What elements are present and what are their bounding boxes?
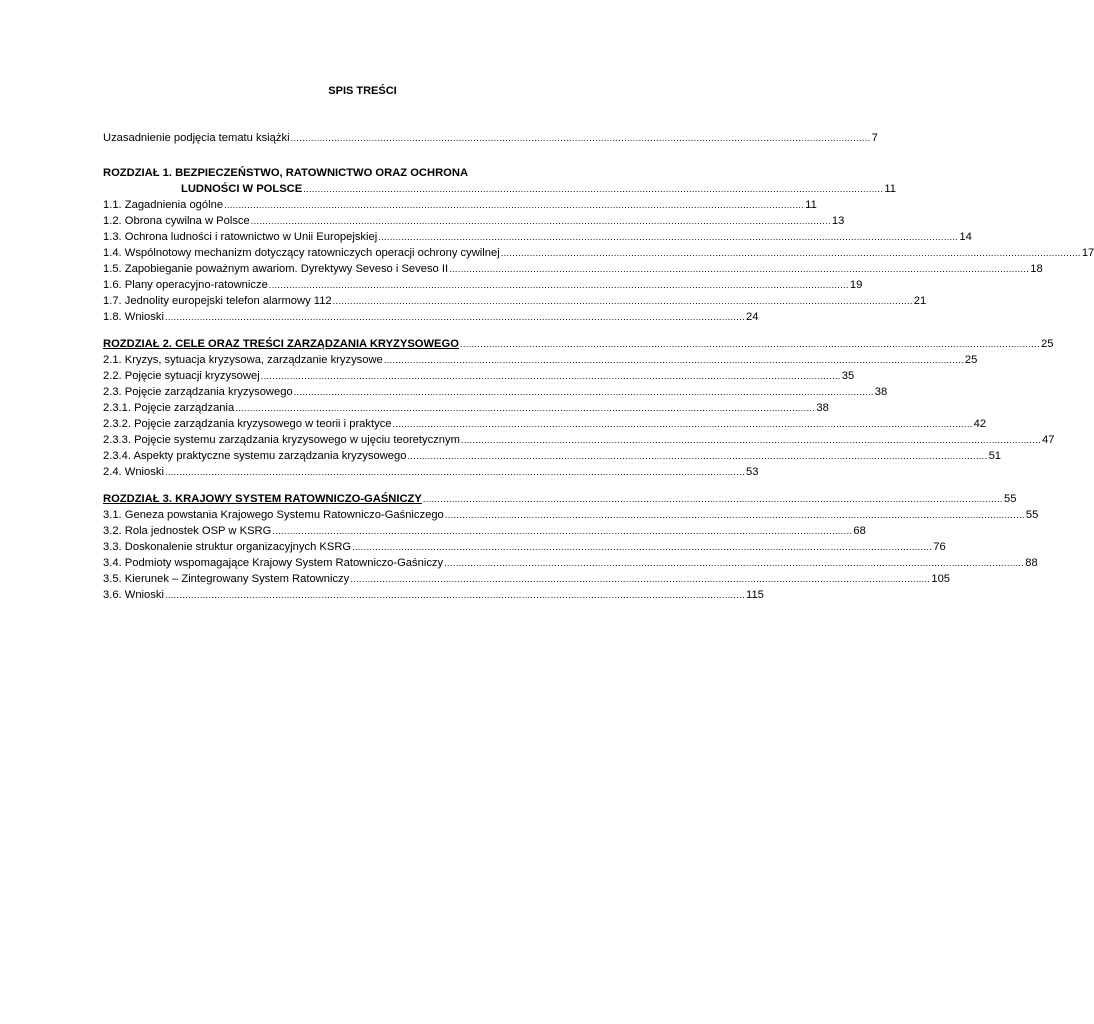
- dot-leader: ........................................................................................................................................................................................................: [260, 371, 841, 381]
- toc-page-number: 47: [1042, 434, 1055, 446]
- chapter-2-heading[interactable]: [103, 336, 1054, 352]
- toc-page-number: 38: [816, 402, 829, 414]
- toc-entry[interactable]: [103, 400, 829, 416]
- toc-page-number: 18: [1030, 263, 1043, 275]
- toc-page-number: 24: [746, 311, 759, 323]
- toc-page-number: 35: [841, 370, 855, 382]
- dot-leader: ........................................................................................................................................................................................................: [164, 590, 746, 600]
- chapter-1-heading-line1[interactable]: ROZDZIAŁ 1. BEZPIECZEŃSTWO, RATOWNICTWO ORAZ OCHRONA: [103, 167, 469, 179]
- toc-page-number: 68: [853, 525, 866, 537]
- dot-leader: ........................................................................................................................................................................................................: [250, 216, 831, 226]
- toc-entry-text: 2.3.2. Pojęcie zarządzania kryzysowego w teorii i praktyce: [103, 418, 392, 430]
- dot-leader: ........................................................................................................................................................................................................: [332, 296, 913, 306]
- dot-leader: ........................................................................................................................................................................................................: [383, 355, 964, 365]
- toc-entry[interactable]: [103, 293, 927, 309]
- toc-entry[interactable]: [103, 523, 866, 539]
- toc-entry-text: 2.4. Wnioski: [103, 466, 164, 478]
- toc-entry[interactable]: [103, 507, 1039, 523]
- toc-page-number: 11: [884, 183, 896, 195]
- toc-entry[interactable]: [103, 416, 987, 432]
- toc-entry[interactable]: [103, 448, 1002, 464]
- toc-entry[interactable]: [103, 245, 1094, 261]
- toc-page-number: 105: [931, 573, 951, 585]
- toc-entry[interactable]: [103, 309, 759, 325]
- dot-leader: ........................................................................................................................................................................................................: [444, 558, 1025, 568]
- toc-page-number: 38: [874, 386, 888, 398]
- dot-leader: ........................................................................................................................................................................................................: [392, 419, 973, 429]
- toc-entry-text: 3.6. Wnioski: [103, 589, 164, 601]
- toc-entry-text: 1.2. Obrona cywilna w Polsce: [103, 215, 250, 227]
- toc-entry-text: 1.6. Plany operacyjno-ratownicze: [103, 279, 268, 291]
- toc-page-number: 53: [746, 466, 759, 478]
- toc-entry[interactable]: [103, 352, 978, 368]
- toc-page-number: 42: [973, 418, 987, 430]
- chapter-3-items: [103, 507, 1039, 603]
- toc-page-number: 88: [1025, 557, 1038, 569]
- toc-entry[interactable]: [103, 555, 1038, 571]
- dot-leader: ........................................................................................................................................................................................................: [500, 248, 1081, 258]
- toc-page-number: 51: [988, 450, 1002, 462]
- toc-entry[interactable]: [103, 229, 972, 245]
- dot-leader: ........................................................................................................................................................................................................: [407, 451, 988, 461]
- dot-leader: ........................................................................................................................................................................................................: [224, 200, 805, 210]
- page-title: SPIS TREŚCI: [328, 85, 397, 97]
- toc-entry-text: 3.2. Rola jednostek OSP w KSRG: [103, 525, 272, 537]
- toc-entry[interactable]: [103, 464, 759, 480]
- toc-entry-text: 2.2. Pojęcie sytuacji kryzysowej: [103, 370, 260, 382]
- dot-leader: ........................................................................................................................................................................................................: [449, 264, 1030, 274]
- toc-page-number: 21: [913, 295, 927, 307]
- toc-entry-text: 1.1. Zagadnienia ogólne: [103, 199, 224, 211]
- toc-entry[interactable]: [103, 277, 863, 293]
- toc-entry-text: ROZDZIAŁ 3. KRAJOWY SYSTEM RATOWNICZO-GAŚNICZY: [103, 493, 422, 505]
- toc-entry-text: 2.3.1. Pojęcie zarządzania: [103, 402, 235, 414]
- dot-leader: ........................................................................................................................................................................................................: [350, 574, 931, 584]
- dot-leader: ........................................................................................................................................................................................................: [164, 312, 746, 322]
- toc-entry-text: Uzasadnienie podjęcia tematu książki: [103, 132, 290, 144]
- toc-entry-text: 2.1. Kryzys, sytuacja kryzysowa, zarządzanie kryzysowe: [103, 354, 383, 366]
- toc-page-number: 14: [959, 231, 972, 243]
- dot-leader: ........................................................................................................................................................................................................: [272, 526, 853, 536]
- dot-leader: ........................................................................................................................................................................................................: [378, 232, 959, 242]
- toc-page-number: 11: [805, 199, 817, 211]
- toc-entry-text: 2.3.4. Aspekty praktyczne systemu zarządzania kryzysowego: [103, 450, 407, 462]
- toc-entry-text: 3.1. Geneza powstania Krajowego Systemu Ratowniczo-Gaśniczego: [103, 509, 444, 521]
- toc-entry[interactable]: [103, 261, 1043, 277]
- toc-page-number: 17: [1081, 247, 1094, 259]
- dot-leader: ........................................................................................................................................................................................................: [444, 510, 1025, 520]
- toc-page-number: 55: [1025, 509, 1039, 521]
- chapter-1-heading[interactable]: [103, 181, 896, 197]
- toc-page-number: 13: [831, 215, 845, 227]
- toc-entry[interactable]: [103, 571, 951, 587]
- chapter-3-heading[interactable]: [103, 491, 1017, 507]
- dot-leader: ........................................................................................................................................................................................................: [293, 387, 874, 397]
- dot-leader: ........................................................................................................................................................................................................: [303, 184, 884, 194]
- toc-page-number: 25: [1041, 338, 1054, 350]
- toc-entry-text: 2.3.3. Pojęcie systemu zarządzania kryzysowego w ujęciu teoretycznym: [103, 434, 460, 446]
- toc-entry-text: LUDNOŚCI W POLSCE: [181, 183, 303, 195]
- dot-leader: ........................................................................................................................................................................................................: [290, 133, 871, 143]
- toc-entry-text: 3.3. Doskonalenie struktur organizacyjnych KSRG: [103, 541, 352, 553]
- chapter-2-items: [103, 352, 1055, 480]
- toc-entry-text: 2.3. Pojęcie zarządzania kryzysowego: [103, 386, 293, 398]
- toc-entry[interactable]: [103, 368, 855, 384]
- toc-entry-text: 1.4. Wspólnotowy mechanizm dotyczący ratowniczych operacji ochrony cywilnej: [103, 247, 500, 259]
- table-of-contents: [103, 130, 1094, 603]
- toc-page-number: 25: [964, 354, 978, 366]
- toc-entry-text: 1.7. Jednolity europejski telefon alarmowy 112: [103, 295, 332, 307]
- toc-entry[interactable]: [103, 539, 946, 555]
- toc-entry-text: 3.4. Podmioty wspomagające Krajowy System Ratowniczo-Gaśniczy: [103, 557, 444, 569]
- dot-leader: ........................................................................................................................................................................................................: [459, 339, 1041, 349]
- toc-entry-text: 1.3. Ochrona ludności i ratownictwo w Unii Europejskiej: [103, 231, 378, 243]
- dot-leader: ........................................................................................................................................................................................................: [460, 435, 1042, 445]
- toc-entry[interactable]: [103, 213, 845, 229]
- toc-entry-text: 1.8. Wnioski: [103, 311, 164, 323]
- toc-entry[interactable]: [103, 384, 888, 400]
- dot-leader: ........................................................................................................................................................................................................: [422, 494, 1003, 504]
- dot-leader: ........................................................................................................................................................................................................: [268, 280, 849, 290]
- chapter-1-items: [103, 197, 1094, 325]
- dot-leader: ........................................................................................................................................................................................................: [164, 467, 746, 477]
- toc-entry[interactable]: [103, 197, 817, 213]
- toc-entry-intro[interactable]: [103, 130, 878, 146]
- toc-entry-text: 1.5. Zapobieganie poważnym awariom. Dyrektywy Seveso i Seveso II: [103, 263, 449, 275]
- toc-page-number: 115: [746, 589, 764, 601]
- toc-page-number: 55: [1003, 493, 1017, 505]
- toc-page-number: 76: [933, 541, 946, 553]
- toc-entry-text: ROZDZIAŁ 2. CELE ORAZ TREŚCI ZARZĄDZANIA KRYZYSOWEGO: [103, 338, 459, 350]
- dot-leader: ........................................................................................................................................................................................................: [352, 542, 933, 552]
- toc-entry[interactable]: [103, 587, 764, 603]
- toc-entry[interactable]: [103, 432, 1055, 448]
- toc-entry-text: 3.5. Kierunek – Zintegrowany System Ratowniczy: [103, 573, 350, 585]
- dot-leader: ........................................................................................................................................................................................................: [235, 403, 816, 413]
- toc-page-number: 7: [871, 132, 878, 144]
- toc-page-number: 19: [849, 279, 863, 291]
